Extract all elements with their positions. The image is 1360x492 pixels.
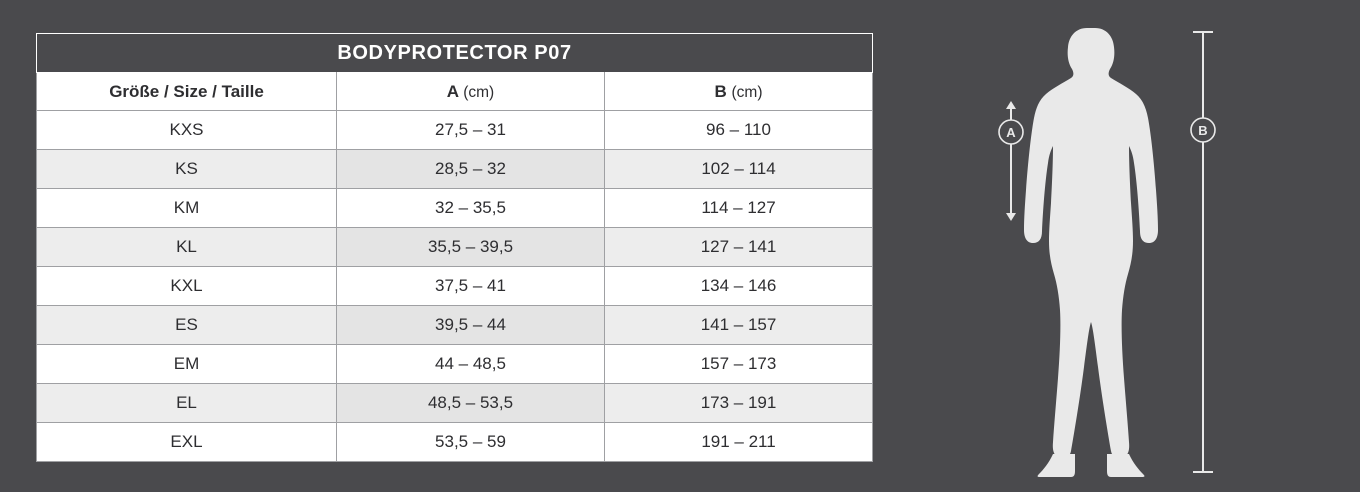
table-row — [37, 267, 873, 306]
cell-a: 48,5 – 53,5 — [337, 384, 605, 423]
cell-a: 53,5 – 59 — [337, 423, 605, 462]
cell-a: 44 – 48,5 — [337, 345, 605, 384]
cell-b: 141 – 157 — [605, 306, 873, 345]
cell-size: KXS — [37, 111, 337, 150]
table-row — [37, 423, 873, 462]
table-row — [37, 228, 873, 267]
cell-size: ES — [37, 306, 337, 345]
cell-size: KL — [37, 228, 337, 267]
measure-a-dimension — [999, 101, 1023, 221]
cell-size: EL — [37, 384, 337, 423]
cell-b: 191 – 211 — [605, 423, 873, 462]
cell-b: 173 – 191 — [605, 384, 873, 423]
cell-a: 37,5 – 41 — [337, 267, 605, 306]
arrow-down-icon — [1006, 213, 1016, 221]
measure-b-dimension — [1191, 32, 1215, 472]
measure-b-label: B — [1198, 123, 1208, 138]
size-table — [36, 33, 873, 462]
table-row — [37, 345, 873, 384]
arrow-up-icon — [1006, 101, 1016, 109]
column-header-size — [37, 73, 337, 111]
cell-a: 28,5 – 32 — [337, 150, 605, 189]
column-header-a-unit: (cm) — [463, 83, 495, 101]
size-table-body — [37, 111, 873, 462]
table-title-row — [37, 34, 873, 73]
table-header-row — [37, 73, 873, 111]
cell-a: 27,5 – 31 — [337, 111, 605, 150]
cell-b: 157 – 173 — [605, 345, 873, 384]
table-row — [37, 111, 873, 150]
column-header-size-label: Größe / Size / Taille — [109, 81, 264, 101]
column-header-a — [337, 73, 605, 111]
cell-b: 134 – 146 — [605, 267, 873, 306]
cell-a: 32 – 35,5 — [337, 189, 605, 228]
column-header-b — [605, 73, 873, 111]
cell-size: KM — [37, 189, 337, 228]
cell-a: 39,5 – 44 — [337, 306, 605, 345]
cell-a: 35,5 – 39,5 — [337, 228, 605, 267]
cell-b: 127 – 141 — [605, 228, 873, 267]
table-row — [37, 306, 873, 345]
cell-size: EXL — [37, 423, 337, 462]
cell-b: 102 – 114 — [605, 150, 873, 189]
cell-size: EM — [37, 345, 337, 384]
table-row — [37, 150, 873, 189]
cell-size: KXL — [37, 267, 337, 306]
table-row — [37, 384, 873, 423]
cell-b: 96 – 110 — [605, 111, 873, 150]
column-header-a-label: A — [446, 81, 459, 101]
table-row — [37, 189, 873, 228]
body-silhouette-icon — [1024, 28, 1158, 477]
column-header-b-unit: (cm) — [731, 83, 763, 101]
measure-a-label: A — [1006, 125, 1016, 140]
table-title: BODYPROTECTOR P07 — [37, 34, 873, 73]
column-header-b-label: B — [714, 81, 727, 101]
cell-size: KS — [37, 150, 337, 189]
body-measurement-figure — [975, 22, 1235, 477]
cell-b: 114 – 127 — [605, 189, 873, 228]
size-table-container — [36, 33, 872, 462]
